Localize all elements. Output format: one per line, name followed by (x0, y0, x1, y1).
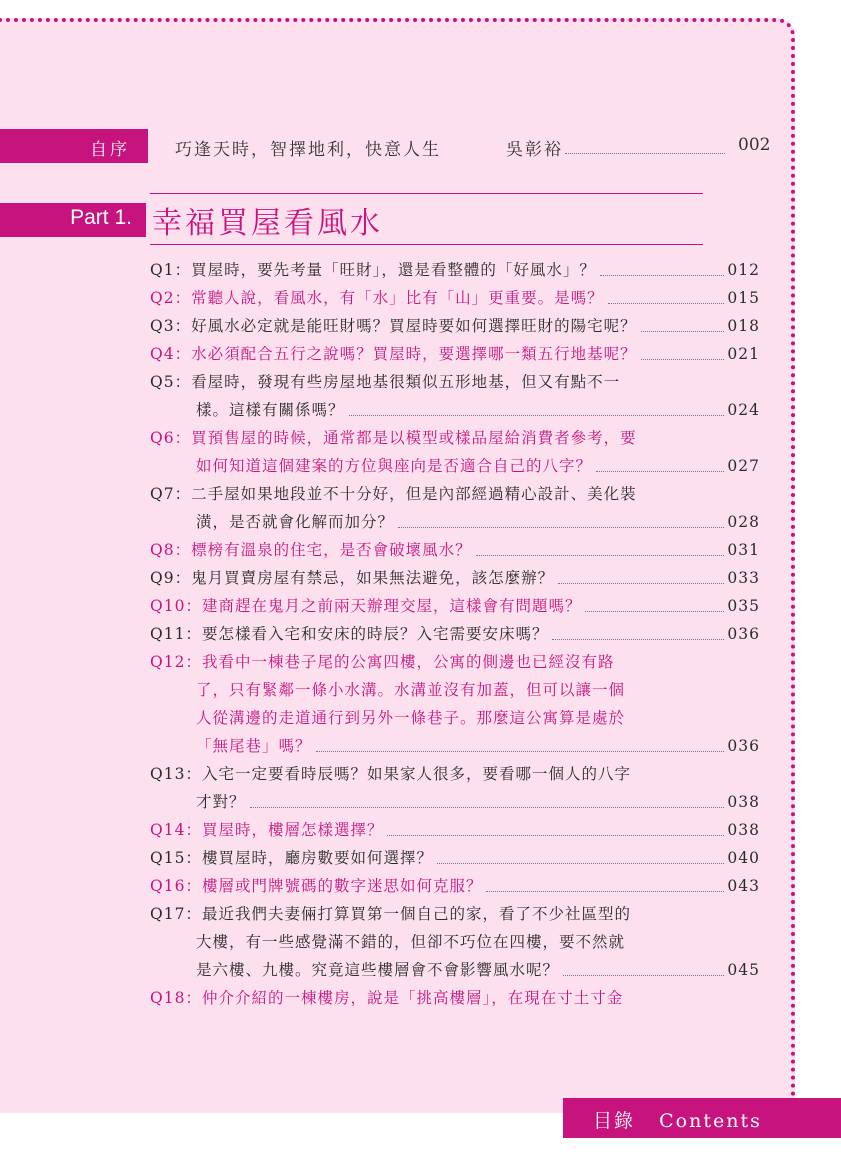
page-number: 036 (727, 625, 760, 643)
question-number: Q15： (150, 849, 202, 867)
question-text: 水必須配合五行之說嗎？買屋時，要選擇哪一類五行地基呢？ (191, 345, 637, 363)
question-text: 鬼月買賣房屋有禁忌，如果無法避免，該怎麼辦？ (191, 569, 555, 587)
leader-dots (563, 975, 724, 976)
preface-title[interactable]: 巧逢天時，智擇地利，快意人生 (175, 140, 441, 160)
toc-entry-line (150, 704, 760, 732)
question-number: Q1： (150, 261, 192, 279)
question-text: 是六樓、九樓。究竟這些樓層會不會影響風水呢？ (196, 961, 560, 979)
leader-dots (585, 611, 724, 612)
toc-entry-line (150, 872, 760, 900)
question-text: 人從溝邊的走道通行到另外一條巷子。那麼這公寓算是處於 (196, 709, 626, 727)
question-number: Q9： (150, 569, 192, 587)
question-number: Q14： (150, 821, 202, 839)
toc-entry-line (150, 312, 760, 340)
footer-label-zh: 目錄 (593, 1110, 636, 1132)
leader-dots (387, 835, 724, 836)
toc-entry-line (150, 788, 760, 816)
leader-dots (349, 415, 724, 416)
preface-author: 吳彰裕 (506, 140, 563, 160)
preface-tab-label: 自序 (90, 140, 130, 160)
question-number: Q6： (150, 429, 192, 447)
toc-entry[interactable] (150, 340, 760, 368)
question-text: 好風水必定就是能旺財嗎？買屋時要如何選擇旺財的陽宅呢？ (191, 317, 637, 335)
toc-entry[interactable] (150, 424, 760, 480)
toc-entry[interactable] (150, 592, 760, 620)
page-number: 038 (727, 821, 760, 839)
page-number: 031 (727, 541, 760, 559)
footer-label-en: Contents (659, 1110, 762, 1132)
footer-label (593, 1106, 762, 1133)
toc-entry[interactable] (150, 536, 760, 564)
question-text: 仲介介紹的一棟樓房，說是「挑高樓層」，在現在寸土寸金 (201, 989, 624, 1007)
question-number: Q12： (150, 653, 202, 671)
toc-entry[interactable] (150, 312, 760, 340)
page-number: 015 (727, 289, 760, 307)
part-rule-top (150, 193, 703, 194)
toc-entry-line (150, 928, 760, 956)
leader-dots (437, 863, 724, 864)
leader-dots (552, 639, 724, 640)
leader-dots (398, 527, 724, 528)
toc-entry-line (150, 480, 760, 508)
page-number: 021 (727, 345, 760, 363)
toc-entry-line (150, 536, 760, 564)
question-text: 才對？ (196, 793, 246, 811)
toc-entry[interactable] (150, 368, 760, 424)
part-title: 幸福買屋看風水 (152, 206, 383, 241)
toc-entry[interactable] (150, 564, 760, 592)
toc-entry-line (150, 340, 760, 368)
toc-entry-line (150, 396, 760, 424)
toc-entry-line (150, 844, 760, 872)
toc-list (150, 256, 760, 1012)
leader-dots (558, 583, 724, 584)
question-text: 潢，是否就會化解而加分？ (196, 513, 395, 531)
toc-entry-line (150, 620, 760, 648)
toc-entry[interactable] (150, 872, 760, 900)
page-number: 024 (727, 401, 760, 419)
toc-entry[interactable] (150, 900, 760, 984)
question-text: 常聽人說，看風水，有「水」比有「山」更重要。是嗎？ (191, 289, 604, 307)
question-text: 我看中一棟巷子尾的公寓四樓，公寓的側邊也已經沒有路 (201, 653, 615, 671)
footer-tab (563, 1098, 841, 1138)
question-number: Q18： (150, 989, 202, 1007)
page-number: 028 (727, 513, 760, 531)
toc-entry-line (150, 760, 760, 788)
question-text: 了，只有緊鄰一條小水溝。水溝並沒有加蓋，但可以讓一個 (196, 681, 626, 699)
toc-entry-line (150, 452, 760, 480)
question-number: Q3： (150, 317, 192, 335)
page-number: 045 (727, 961, 760, 979)
question-text: 買預售屋的時候，通常都是以模型或樣品屋給消費者參考，要 (191, 429, 637, 447)
page-number: 040 (727, 849, 760, 867)
question-text: 樓買屋時，廳房數要如何選擇？ (201, 849, 433, 867)
question-text: 看屋時，發現有些房屋地基很類似五形地基，但又有點不一 (191, 373, 621, 391)
question-text: 要怎樣看入宅和安床的時辰？入宅需要安床嗎？ (201, 625, 549, 643)
toc-entry-line (150, 424, 760, 452)
question-text: 二手屋如果地段並不十分好，但是內部經過精心設計、美化裝 (191, 485, 637, 503)
page-number: 036 (727, 737, 760, 755)
toc-entry-line (150, 984, 760, 1012)
toc-entry-line (150, 256, 760, 284)
question-text: 入宅一定要看時辰嗎？如果家人很多，要看哪一個人的八字 (201, 765, 631, 783)
question-number: Q4： (150, 345, 192, 363)
leader-dots (250, 807, 724, 808)
leader-dots (316, 751, 724, 752)
toc-entry-line (150, 592, 760, 620)
question-text: 樣。這樣有關係嗎？ (196, 401, 345, 419)
page-number: 043 (727, 877, 760, 895)
toc-entry[interactable] (150, 284, 760, 312)
question-number: Q7： (150, 485, 192, 503)
question-number: Q11： (150, 625, 202, 643)
question-number: Q13： (150, 765, 202, 783)
question-text: 標榜有溫泉的住宅，是否會破壞風水？ (191, 541, 472, 559)
preface-page-number: 002 (738, 135, 771, 155)
toc-entry-line (150, 676, 760, 704)
toc-entry-line (150, 816, 760, 844)
toc-entry-line (150, 508, 760, 536)
question-text: 買屋時，要先考量「旺財」，還是看整體的「好風水」？ (191, 261, 596, 279)
page-number: 035 (727, 597, 760, 615)
question-text: 大樓，有一些感覺滿不錯的，但卻不巧位在四樓，要不然就 (196, 933, 626, 951)
leader-dots (600, 275, 724, 276)
leader-dots (608, 303, 724, 304)
toc-entry[interactable] (150, 844, 760, 872)
toc-entry[interactable] (150, 816, 760, 844)
toc-entry[interactable] (150, 648, 760, 760)
leader-dots (596, 471, 724, 472)
leader-dots (565, 153, 725, 154)
part-tab (0, 203, 146, 237)
question-text: 買屋時，樓層怎樣選擇？ (201, 821, 384, 839)
toc-entry[interactable] (150, 480, 760, 536)
question-number: Q2： (150, 289, 192, 307)
toc-entry-line (150, 564, 760, 592)
question-number: Q5： (150, 373, 192, 391)
toc-entry[interactable] (150, 256, 760, 284)
page-number: 018 (727, 317, 760, 335)
question-number: Q10： (150, 597, 202, 615)
toc-entry-line (150, 900, 760, 928)
toc-entry-line (150, 732, 760, 760)
page-number: 033 (727, 569, 760, 587)
part-rule-bottom (150, 244, 703, 245)
question-text: 「無尾巷」嗎？ (196, 737, 312, 755)
question-text: 樓層或門牌號碼的數字迷思如何克服？ (201, 877, 483, 895)
question-text: 如何知道這個建案的方位與座向是否適合自己的八字？ (196, 457, 593, 475)
leader-dots (486, 891, 724, 892)
part-tab-label: Part 1. (70, 206, 132, 229)
leader-dots (641, 359, 724, 360)
question-number: Q8： (150, 541, 192, 559)
page-number: 012 (727, 261, 760, 279)
leader-dots (476, 555, 724, 556)
toc-entry[interactable] (150, 984, 760, 1012)
toc-entry-line (150, 648, 760, 676)
page-number: 038 (727, 793, 760, 811)
question-text: 最近我們夫妻倆打算買第一個自己的家，看了不少社區型的 (201, 905, 631, 923)
question-text: 建商趕在鬼月之前兩天辦理交屋，這樣會有問題嗎？ (201, 597, 582, 615)
page-number: 027 (727, 457, 760, 475)
toc-entry-line (150, 368, 760, 396)
toc-entry[interactable] (150, 620, 760, 648)
question-number: Q17： (150, 905, 202, 923)
preface-tab (0, 129, 148, 163)
toc-entry-line (150, 284, 760, 312)
toc-entry-line (150, 956, 760, 984)
question-number: Q16： (150, 877, 202, 895)
toc-entry[interactable] (150, 760, 760, 816)
leader-dots (641, 331, 724, 332)
